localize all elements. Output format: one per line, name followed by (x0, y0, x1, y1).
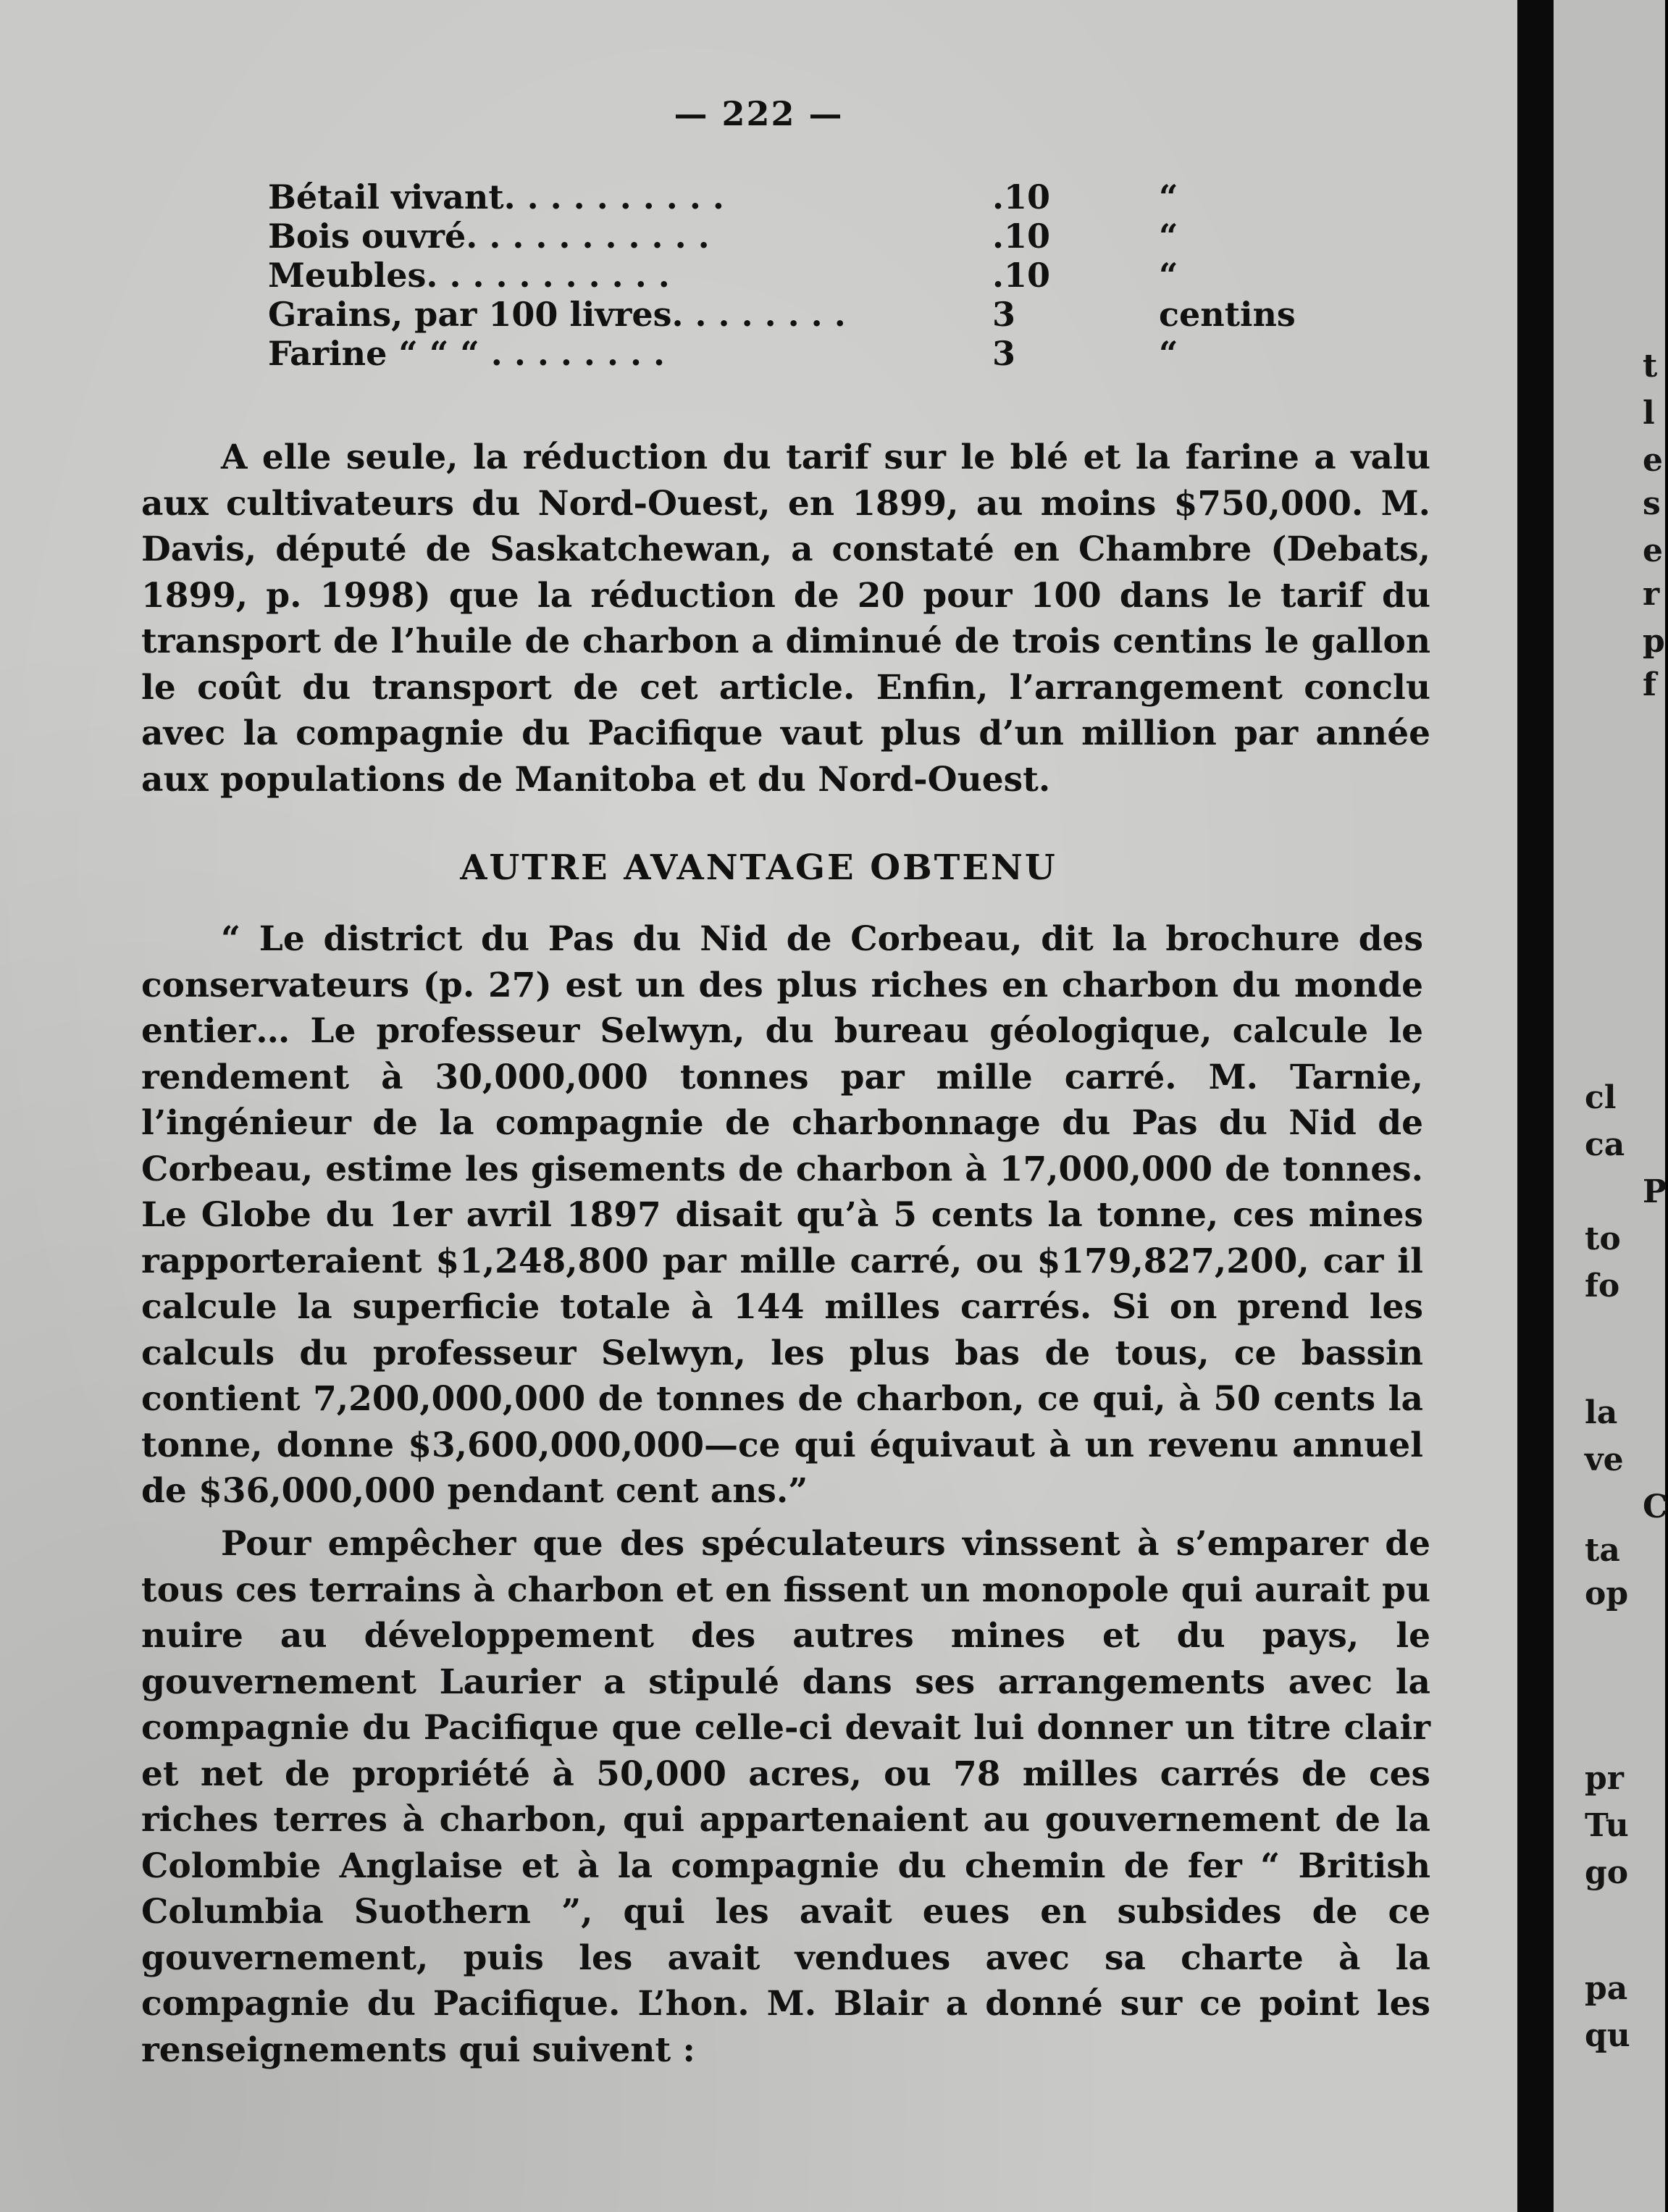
adjacent-page-fragment: e (1643, 532, 1663, 569)
adjacent-page-fragment: pa (1585, 1970, 1628, 2007)
adjacent-page-fragment: e (1643, 442, 1663, 479)
tariff-row (268, 217, 1282, 256)
page-number: — 222 — (674, 94, 844, 133)
tariff-item: Bétail vivant. . . . . . . . . . (268, 177, 724, 217)
adjacent-page-fragment: la (1585, 1394, 1618, 1431)
tariff-row (268, 177, 1282, 217)
adjacent-page-fragment: ta (1585, 1532, 1620, 1569)
adjacent-page-fragment: Tu (1585, 1807, 1629, 1844)
tariff-item: Farine “ “ “ . . . . . . . . (268, 334, 666, 373)
adjacent-page-fragment: to (1585, 1220, 1621, 1257)
tariff-row (268, 256, 1282, 295)
adjacent-page-fragment: r (1643, 576, 1660, 613)
tariff-rate: .10 (992, 256, 1051, 295)
tariff-rate: 3 (992, 334, 1016, 373)
tariff-unit: “ (1159, 217, 1178, 256)
tariff-item: Bois ouvré. . . . . . . . . . . (268, 217, 710, 256)
adjacent-page-fragment: cl (1585, 1079, 1617, 1116)
adjacent-page-fragment: f (1643, 666, 1656, 703)
tariff-unit: “ (1159, 177, 1178, 217)
tariff-item: Meubles. . . . . . . . . . . (268, 256, 670, 295)
adjacent-page-fragment: ca (1585, 1126, 1625, 1163)
tariff-row (268, 334, 1282, 373)
adjacent-page-fragment: s (1643, 485, 1661, 522)
tariff-row (268, 295, 1296, 334)
adjacent-page-fragment: C (1643, 1488, 1668, 1525)
book-gutter (1517, 0, 1554, 2212)
paragraph-coal-lands: Pour empêcher que des spéculateurs vinssent à s’emparer de tous ces terrains à charbon et en fissent un monopole qui aurait pu nuire au développement des autres mines et du pays, le gouvernement Laurier a stipulé dans ses arrangements avec la compagnie du Pacifique que celle-ci devait lui donner un titre clair et net de propriété à 50,000 acres, ou 78 milles carrés de ces riches terres à charbon, qui appartenaient au gouvernement de la Colombie Anglaise et à la compagnie du chemin de fer “ British Columbia Suothern ”, qui les avait eues en subsides de ce gouvernement, puis les avait vendues avec sa charte à la compagnie du Pacifique. L’hon. M. Blair a donné sur ce point les renseignements qui suivent : (141, 1524, 1430, 2070)
tariff-unit: centins (1159, 295, 1296, 334)
adjacent-page-fragment: ve (1585, 1441, 1624, 1478)
section-heading: AUTRE AVANTAGE OBTENU (460, 847, 1057, 888)
adjacent-page-fragment: go (1585, 1854, 1629, 1891)
adjacent-page-fragment: l (1643, 395, 1655, 432)
adjacent-page-fragment: p (1643, 623, 1665, 660)
paragraph-tariff-savings: A elle seule, la réduction du tarif sur le blé et la farine a valu aux cultivateurs du Nord-Ouest, en 1899, au moins $750,000. M. Davis, député de Saskatchewan, a constaté en Chambre (Debats, 1899, p. 1998) que la réduction de 20 pour 100 dans le tarif du transport de l’huile de charbon a diminué de trois centins le gallon le coût du transport de cet article. Enfin, l’arrangement conclu avec la compagnie du Pacifique vaut plus d’un million par année aux populations de Manitoba et du Nord-Ouest. (141, 437, 1430, 800)
adjacent-page-fragment: qu (1585, 2017, 1630, 2054)
tariff-unit: “ (1159, 334, 1178, 373)
tariff-list (268, 177, 1296, 373)
adjacent-page-fragment: op (1585, 1575, 1629, 1612)
tariff-rate: .10 (992, 217, 1051, 256)
adjacent-page-fragment: fo (1585, 1268, 1620, 1304)
paragraph-quoted-brochure: “ Le district du Pas du Nid de Corbeau, dit la brochure des conservateurs (p. 27) est un des plus riches en charbon du monde entier… Le professeur Selwyn, du bureau géologique, calcule le rendement à 30,000,000 tonnes par mille carré. M. Tarnie, l’ingénieur de la compagnie de charbonnage du Pas du Nid de Corbeau, estime les gisements de charbon à 17,000,000 de tonnes. Le Globe du 1er avril 1897 disait qu’à 5 cents la tonne, ces mines rapporteraient $1,248,800 par mille carré, ou $179,827,200, car il calcule la superficie totale à 144 milles carrés. Si on prend les calculs du professeur Selwyn, les plus bas de tous, ce bassin contient 7,200,000,000 de tonnes de charbon, ce qui, à 50 cents la tonne, donne $3,600,000,000—ce qui équivaut à un revenu annuel de $36,000,000 pendant cent ans.” (141, 919, 1423, 1511)
tariff-unit: “ (1159, 256, 1178, 295)
tariff-item: Grains, par 100 livres. . . . . . . . (268, 295, 846, 334)
adjacent-page-fragment: pr (1585, 1760, 1624, 1797)
tariff-rate: .10 (992, 177, 1051, 217)
adjacent-page-fragment: t (1643, 348, 1658, 385)
tariff-rate: 3 (992, 295, 1016, 334)
adjacent-page-fragment: P (1643, 1173, 1667, 1210)
